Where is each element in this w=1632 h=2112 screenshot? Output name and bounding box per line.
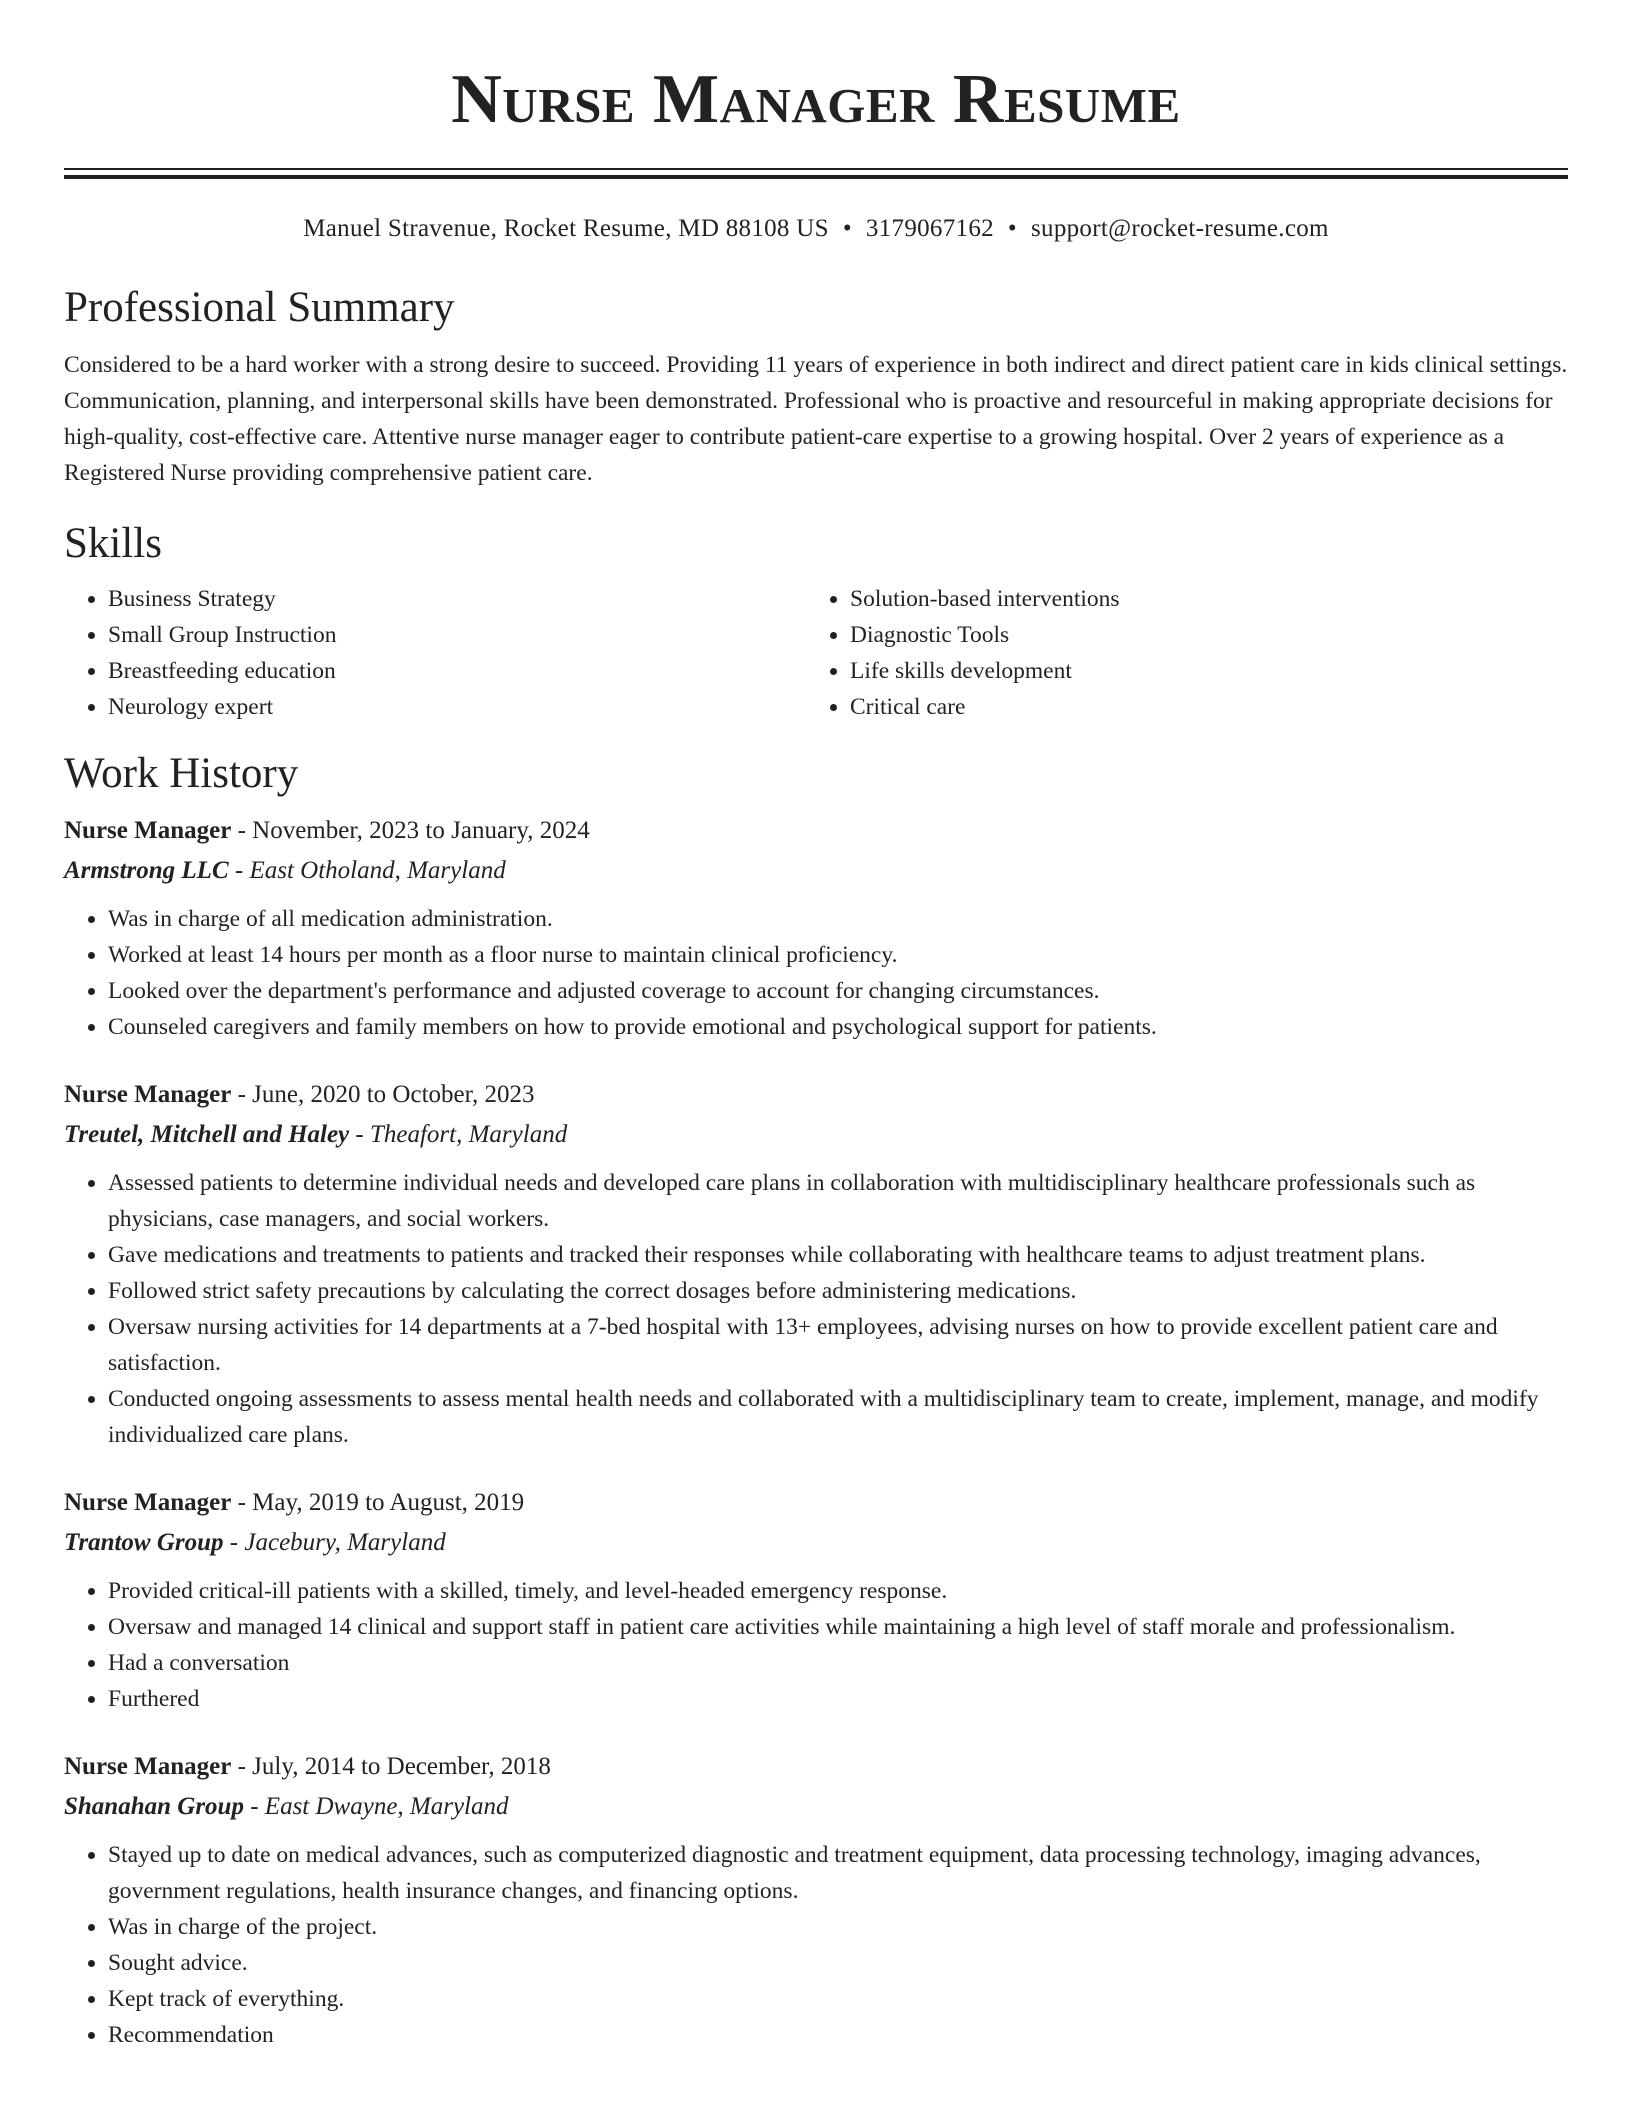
job-bullet: • Oversaw nursing activities for 14 departments at a 7-bed hospital with 13+ employees, advising nurses on how to provide excellent patient care and satisfaction. [108,1309,1568,1381]
skills-column-right [806,581,1548,725]
job-bullet: • Looked over the department's performance and adjusted coverage to account for changing circumstances. [108,973,1568,1009]
job-title-line [64,1749,1568,1785]
job-dates: - June, 2020 to October, 2023 [231,1081,535,1108]
job-bullet: • Recommendation [108,2017,1568,2053]
summary-heading: Professional Summary [64,284,455,331]
job-title-line [64,1485,1568,1521]
job-entry [64,1077,1568,1453]
title-rule-top [64,168,1568,170]
job-location: - East Dwayne, Maryland [243,1793,509,1820]
job-title: Nurse Manager [64,817,232,844]
contact-phone: 3179067162 [865,215,994,242]
skill-item: • Critical care [850,689,1548,725]
page-title: Nurse Manager Resume [451,61,1181,138]
job-bullets [64,1165,1568,1453]
job-title-line [64,813,1568,849]
job-bullets [64,901,1568,1045]
skill-item: • Breastfeeding education [108,653,806,689]
contact-separator: • [1007,215,1017,242]
job-bullet: • Stayed up to date on medical advances, such as computerized diagnostic and treatment equipment, data processing technology, imaging advances, government regulations, health insurance changes, and financing options. [108,1837,1568,1909]
job-company: Trantow Group [64,1529,224,1556]
job-title: Nurse Manager [64,1753,232,1780]
skill-item: • Small Group Instruction [108,617,806,653]
job-entry [64,813,1568,1045]
job-bullet: • Oversaw and managed 14 clinical and support staff in patient care activities while maintaining a high level of staff morale and professionalism. [108,1609,1568,1645]
job-entry [64,1485,1568,1717]
job-bullet: • Was in charge of the project. [108,1909,1568,1945]
skill-item: • Neurology expert [108,689,806,725]
contact-address: Manuel Stravenue, Rocket Resume, MD 88108 US [303,215,829,242]
job-bullets [64,1837,1568,2053]
job-company: Treutel, Mitchell and Haley [64,1121,350,1148]
job-bullet: • Was in charge of all medication administration. [108,901,1568,937]
job-bullet: • Followed strict safety precautions by calculating the correct dosages before administering medications. [108,1273,1568,1309]
skill-item: • Solution-based interventions [850,581,1548,617]
job-bullet: • Gave medications and treatments to patients and tracked their responses while collaborating with healthcare teams to adjust treatment plans. [108,1237,1568,1273]
job-title: Nurse Manager [64,1489,232,1516]
job-company-line [64,853,1568,889]
job-company-line [64,1525,1568,1561]
job-dates: - November, 2023 to January, 2024 [231,817,590,844]
skills-heading: Skills [64,520,162,567]
contact-email: support@rocket-resume.com [1030,215,1329,242]
job-bullet: • Furthered [108,1681,1568,1717]
skill-item: • Life skills development [850,653,1548,689]
job-title-line [64,1077,1568,1113]
job-bullet: • Worked at least 14 hours per month as a floor nurse to maintain clinical proficiency. [108,937,1568,973]
job-dates: - July, 2014 to December, 2018 [231,1753,551,1780]
skills-list [64,581,1568,725]
job-company: Shanahan Group [64,1793,244,1820]
contact-separator: • [842,215,852,242]
job-bullet: • Counseled caregivers and family members on how to provide emotional and psychological support for patients. [108,1009,1568,1045]
job-bullet: • Conducted ongoing assessments to assess mental health needs and collaborated with a multidisciplinary team to create, implement, manage, and modify individualized care plans. [108,1381,1568,1453]
job-dates: - May, 2019 to August, 2019 [231,1489,525,1516]
job-company-line [64,1117,1568,1153]
summary-text: Considered to be a hard worker with a strong desire to succeed. Providing 11 years of experience in both indirect and direct patient care in kids clinical settings. Communication, planning, and interpersonal skills have been demonstrated. Professional who is proactive and resourceful in making appropriate decisions for high-quality, cost-effective care. Attentive nurse manager eager to contribute patient-care expertise to a growing hospital. Over 2 years of experience as a Registered Nurse providing comprehensive patient care. [64,352,1568,486]
job-entry [64,1749,1568,2053]
skill-item: • Business Strategy [108,581,806,617]
job-bullet: • Sought advice. [108,1945,1568,1981]
job-location: - East Otholand, Maryland [228,857,506,884]
work-history-heading: Work History [64,750,299,797]
job-company: Armstrong LLC [64,857,229,884]
title-rule-bottom [64,175,1568,179]
contact-line [64,213,1568,245]
job-bullet: • Kept track of everything. [108,1981,1568,2017]
job-company-line [64,1789,1568,1825]
job-bullet: • Assessed patients to determine individual needs and developed care plans in collaboration with multidisciplinary healthcare professionals such as physicians, case managers, and social workers. [108,1165,1568,1237]
job-bullet: • Provided critical-ill patients with a skilled, timely, and level-headed emergency response. [108,1573,1568,1609]
job-title: Nurse Manager [64,1081,232,1108]
job-location: - Theafort, Maryland [349,1121,568,1148]
job-bullets [64,1573,1568,1717]
job-bullet: • Had a conversation [108,1645,1568,1681]
resume-page [64,0,1568,2053]
job-location: - Jacebury, Maryland [223,1529,446,1556]
skills-column-left [64,581,806,725]
skill-item: • Diagnostic Tools [850,617,1548,653]
